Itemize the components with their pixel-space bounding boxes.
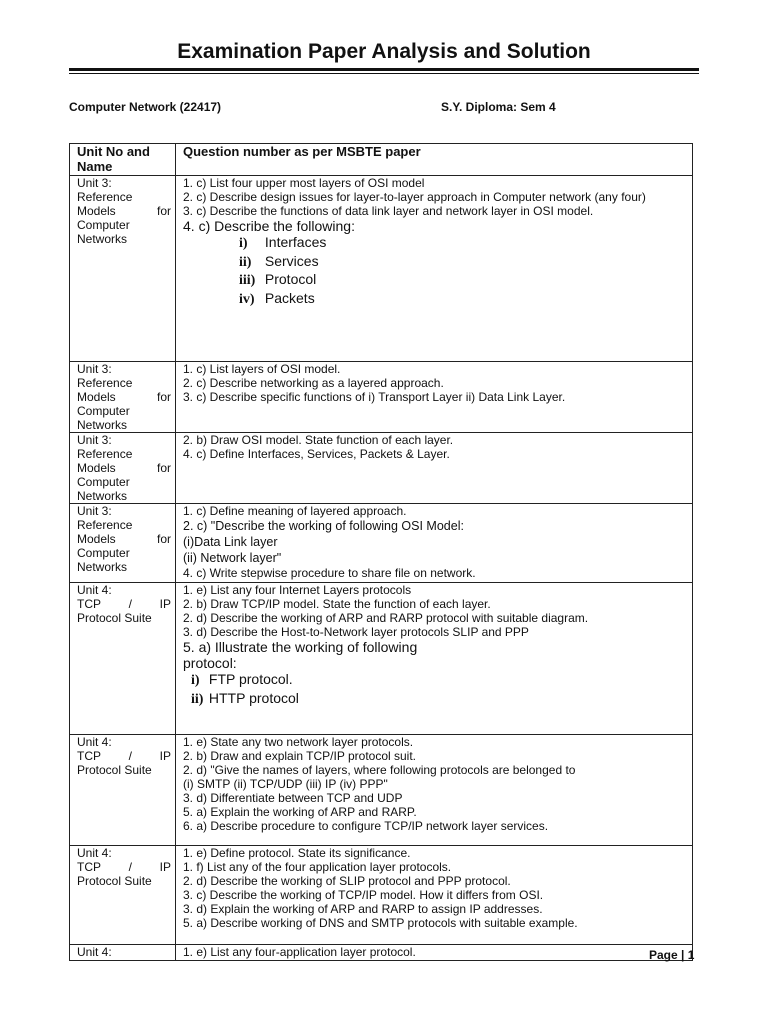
question-item: 3. c) Describe the functions of data link layer and network layer in OSI model. — [183, 204, 594, 218]
unit-name-line: Unit 3: — [77, 504, 112, 518]
unit-name-line: Networks — [77, 232, 128, 246]
unit-name-line: Reference — [77, 376, 133, 390]
page-title: Examination Paper Analysis and Solution — [177, 40, 591, 63]
page-number: Page | 1 — [649, 948, 695, 962]
unit-name-line: Unit 4: — [77, 583, 112, 597]
diploma-label: S.Y. Diploma: Sem 4 — [441, 100, 556, 114]
question-item: 1. e) State any two network layer protocols. — [183, 735, 414, 749]
question-item: 1. e) List any four-application layer protocol. — [183, 945, 416, 959]
unit-name: Unit 4: — [77, 945, 112, 959]
unit-name-line: TCP / IP — [77, 749, 171, 763]
unit-name — [77, 846, 171, 888]
question-item: 4. c) Write stepwise procedure to share file on network. — [183, 566, 476, 580]
question-item: 2. d) Describe the working of ARP and RARP protocol with suitable diagram. — [183, 611, 589, 625]
unit-name-line: Models for — [77, 532, 171, 546]
question-item: 4. c) Describe the following: — [183, 218, 355, 234]
question-item: 3. d) Explain the working of ARP and RARP to assign IP addresses. — [183, 902, 543, 916]
header-unit: Unit No and Name — [70, 144, 176, 176]
question-item: 2. c) Describe networking as a layered approach. — [183, 376, 444, 390]
question-item: 1. e) Define protocol. State its significance. — [183, 846, 411, 860]
question-item: 5. a) Describe working of DNS and SMTP protocols with suitable example. — [183, 916, 578, 930]
unit-name-line: Reference — [77, 518, 133, 532]
questions-cell — [176, 433, 693, 504]
unit-name — [77, 433, 171, 503]
question-item: 5. a) Explain the working of ARP and RARP. — [183, 805, 417, 819]
table-row — [70, 504, 693, 583]
unit-name-line: Models for — [77, 461, 171, 475]
unit-name-line: Networks — [77, 560, 128, 574]
unit-name-line: TCP / IP — [77, 597, 171, 611]
unit-name-line: Computer — [77, 475, 130, 489]
unit-cell — [70, 362, 176, 433]
questions-cell — [176, 583, 693, 735]
unit-cell — [70, 846, 176, 945]
question-item: 3. d) Differentiate between TCP and UDP — [183, 791, 403, 805]
unit-name-line: Networks — [77, 418, 128, 432]
question-item: 1. f) List any of the four application layer protocols. — [183, 860, 452, 874]
unit-name — [77, 583, 171, 625]
subject-label: Computer Network (22417) — [69, 100, 222, 114]
question-item: 3. d) Describe the Host-to-Network layer protocols SLIP and PPP — [183, 625, 529, 639]
unit-name-line: Unit 3: — [77, 362, 112, 376]
questions-cell — [176, 735, 693, 846]
unit-name-line: Unit 3: — [77, 433, 112, 447]
unit-name-line: Computer — [77, 218, 130, 232]
sub-question: i) Interfaces — [239, 234, 327, 251]
header-questions: Question number as per MSBTE paper — [176, 144, 693, 176]
questions-cell — [176, 945, 693, 961]
question-item: 3. c) Describe the working of TCP/IP model. How it differs from OSI. — [183, 888, 544, 902]
unit-name-line: Models for — [77, 204, 171, 218]
question-item: 2. c) Describe design issues for layer-to-layer approach in Computer network (any four) — [183, 190, 646, 204]
sub-question: i) FTP protocol. — [191, 671, 293, 688]
question-item: 2. d) Describe the working of SLIP protocol and PPP protocol. — [183, 874, 511, 888]
table-row — [70, 433, 693, 504]
table-row — [70, 176, 693, 362]
questions-cell — [176, 846, 693, 945]
unit-cell — [70, 176, 176, 362]
unit-name-line: Unit 4: — [77, 846, 112, 860]
sub-question: ii) Services — [239, 252, 319, 270]
table-row — [70, 945, 693, 961]
sub-question: iv) Packets — [239, 289, 315, 307]
unit-cell — [70, 583, 176, 735]
question-item: 3. c) Describe specific functions of i) Transport Layer ii) Data Link Layer. — [183, 390, 566, 404]
unit-name-line: Networks — [77, 489, 128, 503]
unit-name-line: Protocol Suite — [77, 763, 152, 777]
unit-cell — [70, 504, 176, 583]
question-item: 1. c) List four upper most layers of OSI model — [183, 176, 425, 190]
question-item: 2. d) "Give the names of layers, where following protocols are belonged to — [183, 763, 576, 777]
unit-name-line: Protocol Suite — [77, 611, 152, 625]
question-item: 1. c) Define meaning of layered approach. — [183, 504, 407, 518]
unit-name-line: TCP / IP — [77, 860, 171, 874]
header-rule-thick — [69, 68, 699, 71]
question-item: 2. b) Draw OSI model. State function of each layer. — [183, 433, 454, 447]
question-item: 2. b) Draw TCP/IP model. State the function of each layer. — [183, 597, 491, 611]
unit-name-line: Models for — [77, 390, 171, 404]
question-item: 1. e) List any four Internet Layers protocols — [183, 583, 412, 597]
sub-question: ii) HTTP protocol — [191, 689, 299, 707]
table-row — [70, 583, 693, 735]
question-item: 5. a) Illustrate the working of following protocol: — [183, 639, 418, 671]
question-item: 4. c) Define Interfaces, Services, Packets & Layer. — [183, 447, 450, 461]
question-analysis-table — [69, 143, 693, 961]
unit-name-line: Computer — [77, 546, 130, 560]
question-item: (ii) Network layer" — [183, 551, 282, 565]
table-row — [70, 846, 693, 945]
unit-name — [77, 176, 171, 246]
sub-question-list — [183, 671, 688, 708]
question-item: (i)Data Link layer — [183, 535, 278, 549]
unit-name-line: Protocol Suite — [77, 874, 152, 888]
sub-question-list — [183, 234, 688, 308]
unit-name-line: Reference — [77, 190, 133, 204]
unit-name — [77, 504, 171, 574]
unit-name-line: Reference — [77, 447, 133, 461]
question-item: 2. b) Draw and explain TCP/IP protocol suit. — [183, 749, 417, 763]
unit-cell — [70, 945, 176, 961]
table-header-row — [70, 144, 693, 176]
question-item: 6. a) Describe procedure to configure TCP/IP network layer services. — [183, 819, 549, 833]
sub-question: iii) Protocol — [239, 271, 317, 288]
unit-name-line: Computer — [77, 404, 130, 418]
question-item: 2. c) "Describe the working of following OSI Model: — [183, 519, 464, 533]
table-row — [70, 735, 693, 846]
question-item: (i) SMTP (ii) TCP/UDP (iii) IP (iv) PPP" — [183, 777, 388, 791]
questions-cell — [176, 176, 693, 362]
unit-name-line: Unit 3: — [77, 176, 112, 190]
unit-name — [77, 362, 171, 432]
questions-cell — [176, 362, 693, 433]
table-row — [70, 362, 693, 433]
questions-cell — [176, 504, 693, 583]
unit-cell — [70, 433, 176, 504]
unit-cell — [70, 735, 176, 846]
unit-name-line: Unit 4: — [77, 735, 112, 749]
unit-name — [77, 735, 171, 777]
question-item: 1. c) List layers of OSI model. — [183, 362, 341, 376]
header-rule-thin — [69, 73, 699, 74]
